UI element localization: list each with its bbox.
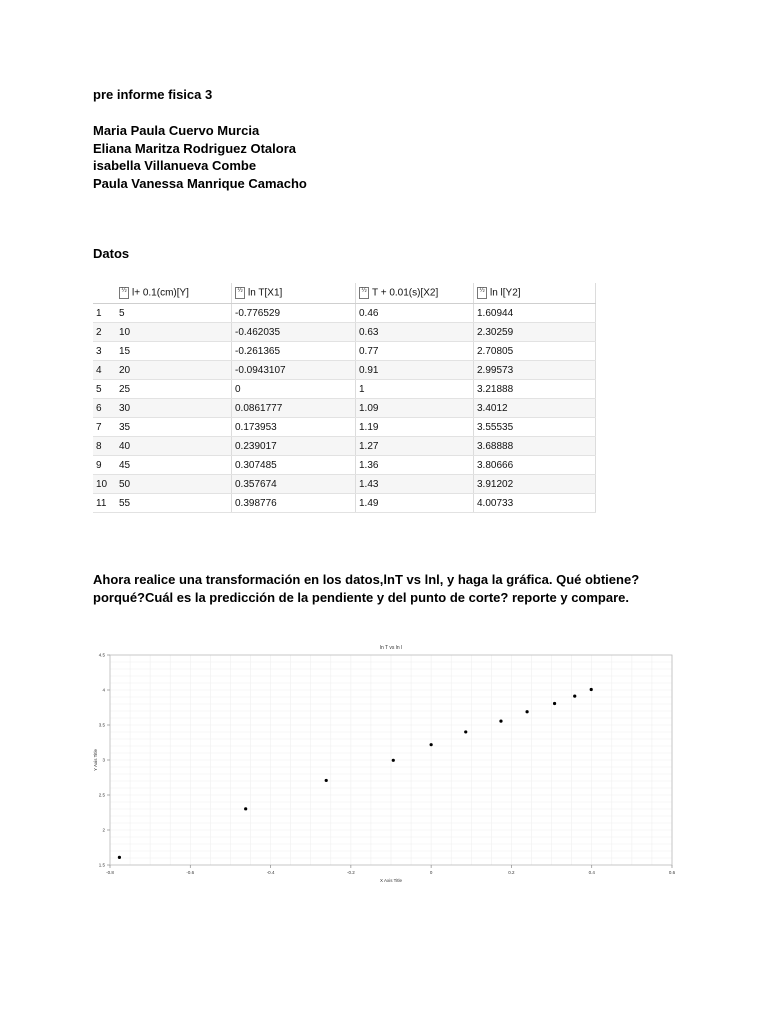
table-cell: 0.307485 xyxy=(232,456,356,475)
table-cell: 4.00733 xyxy=(474,494,596,513)
table-cell: 5 xyxy=(116,304,232,323)
y-tick-label: 3 xyxy=(102,757,105,763)
x-tick-label: 0.6 xyxy=(668,870,676,875)
author-name: isabella Villanueva Combe xyxy=(93,158,257,173)
table-cell: 1.49 xyxy=(356,494,474,513)
x-tick-label: 0.2 xyxy=(508,870,515,875)
row-number: 4 xyxy=(93,361,116,380)
table-cell: 45 xyxy=(116,456,232,475)
table-cell: 50 xyxy=(116,475,232,494)
x-tick-label: 0.4 xyxy=(588,870,595,875)
table-row xyxy=(93,342,596,361)
column-header[interactable]: ½ l+ 0.1(cm)[Y] xyxy=(116,283,232,304)
row-number: 8 xyxy=(93,437,116,456)
table-row xyxy=(93,323,596,342)
row-number: 7 xyxy=(93,418,116,437)
table-cell: 0.46 xyxy=(356,304,474,323)
row-number: 5 xyxy=(93,380,116,399)
table-cell: 0.91 xyxy=(356,361,474,380)
y-tick-label: 1.5 xyxy=(98,862,105,868)
row-number: 9 xyxy=(93,456,116,475)
table-cell: 3.91202 xyxy=(474,475,596,494)
row-number: 10 xyxy=(93,475,116,494)
table-cell: 15 xyxy=(116,342,232,361)
y-tick-label: 4.5 xyxy=(98,652,105,658)
table-cell: -0.261365 xyxy=(232,342,356,361)
x-tick-label: -0.4 xyxy=(266,870,275,875)
column-header[interactable]: ½ ln T[X1] xyxy=(232,283,356,304)
table-cell: -0.776529 xyxy=(232,304,356,323)
document-title: pre informe fisica 3 xyxy=(93,87,213,102)
y-tick-label: 2 xyxy=(102,827,105,833)
table-cell: 1.60944 xyxy=(474,304,596,323)
x-tick-label: -0.2 xyxy=(346,870,355,875)
y-axis-label: Y Axis Title xyxy=(93,749,98,771)
data-point xyxy=(499,720,502,723)
table-cell: 0.239017 xyxy=(232,437,356,456)
y-tick-label: 4 xyxy=(102,687,105,693)
row-number: 6 xyxy=(93,399,116,418)
table-cell: -0.0943107 xyxy=(232,361,356,380)
data-point xyxy=(590,688,593,691)
table-cell: 0.0861777 xyxy=(232,399,356,418)
column-sort-icon: ½ xyxy=(119,287,129,299)
row-number-header xyxy=(93,283,116,304)
table-cell: 25 xyxy=(116,380,232,399)
table-cell: 55 xyxy=(116,494,232,513)
table-row xyxy=(93,361,596,380)
table-cell: 10 xyxy=(116,323,232,342)
table-cell: 0.77 xyxy=(356,342,474,361)
x-axis-label: X Axis Title xyxy=(379,878,403,883)
table-header-row xyxy=(93,283,596,304)
table-cell: 1.09 xyxy=(356,399,474,418)
table-cell: 1.36 xyxy=(356,456,474,475)
x-tick-label: -0.8 xyxy=(106,870,114,875)
table-cell: 3.4012 xyxy=(474,399,596,418)
data-point xyxy=(325,779,328,782)
y-tick-label: 2.5 xyxy=(98,792,105,798)
chart-title: ln T vs ln l xyxy=(379,645,403,651)
row-number: 1 xyxy=(93,304,116,323)
author-name: Eliana Maritza Rodriguez Otalora xyxy=(93,140,296,156)
data-point xyxy=(430,743,433,746)
column-sort-icon: ½ xyxy=(359,287,369,299)
author-list xyxy=(93,122,307,192)
column-sort-icon: ½ xyxy=(235,287,245,299)
table-cell: 2.30259 xyxy=(474,323,596,342)
table-cell: -0.462035 xyxy=(232,323,356,342)
table-cell: 0.173953 xyxy=(232,418,356,437)
table-row xyxy=(93,304,596,323)
data-table xyxy=(93,283,596,513)
row-number: 3 xyxy=(93,342,116,361)
table-cell: 0.63 xyxy=(356,323,474,342)
table-cell: 1.27 xyxy=(356,437,474,456)
table-cell: 0.357674 xyxy=(232,475,356,494)
table-cell: 3.80666 xyxy=(474,456,596,475)
table-cell: 30 xyxy=(116,399,232,418)
data-point xyxy=(553,702,556,705)
row-number: 2 xyxy=(93,323,116,342)
table-cell: 0 xyxy=(232,380,356,399)
data-point xyxy=(392,759,395,762)
table-cell: 3.55535 xyxy=(474,418,596,437)
author-name: Maria Paula Cuervo Murcia xyxy=(93,123,260,138)
data-point xyxy=(464,730,467,733)
table-cell: 3.68888 xyxy=(474,437,596,456)
scatter-plot xyxy=(88,640,688,885)
table-row xyxy=(93,437,596,456)
table-cell: 2.99573 xyxy=(474,361,596,380)
table-cell: 1 xyxy=(356,380,474,399)
table-cell: 35 xyxy=(116,418,232,437)
x-tick-label: -0.6 xyxy=(186,870,195,875)
data-point xyxy=(573,695,576,698)
column-header[interactable]: ½ ln l[Y2] xyxy=(474,283,596,304)
table-cell: 0.398776 xyxy=(232,494,356,513)
data-point xyxy=(118,856,121,859)
table-row xyxy=(93,380,596,399)
row-number: 11 xyxy=(93,494,116,513)
column-sort-icon: ½ xyxy=(477,287,487,299)
table-cell: 1.43 xyxy=(356,475,474,494)
section-heading-datos: Datos xyxy=(93,246,130,261)
question-text: Ahora realice una transformación en los datos,lnT vs lnl, y haga la gráfica. Qué obtiene? porqué?Cuál es la predicción de la pendiente y del punto de corte? reporte y compare. xyxy=(93,572,640,605)
table-cell: 1.19 xyxy=(356,418,474,437)
y-tick-label: 3.5 xyxy=(98,722,105,728)
author-name: Paula Vanessa Manrique Camacho xyxy=(93,175,307,191)
data-point xyxy=(525,710,528,713)
column-header[interactable]: ½ T + 0.01(s)[X2] xyxy=(356,283,474,304)
table-cell: 40 xyxy=(116,437,232,456)
data-point xyxy=(244,807,247,810)
table-row xyxy=(93,494,596,513)
x-tick-label: 0 xyxy=(429,870,433,875)
table-row xyxy=(93,418,596,437)
table-row xyxy=(93,475,596,494)
table-cell: 20 xyxy=(116,361,232,380)
table-cell: 2.70805 xyxy=(474,342,596,361)
table-cell: 3.21888 xyxy=(474,380,596,399)
table-row xyxy=(93,456,596,475)
table-row xyxy=(93,399,596,418)
